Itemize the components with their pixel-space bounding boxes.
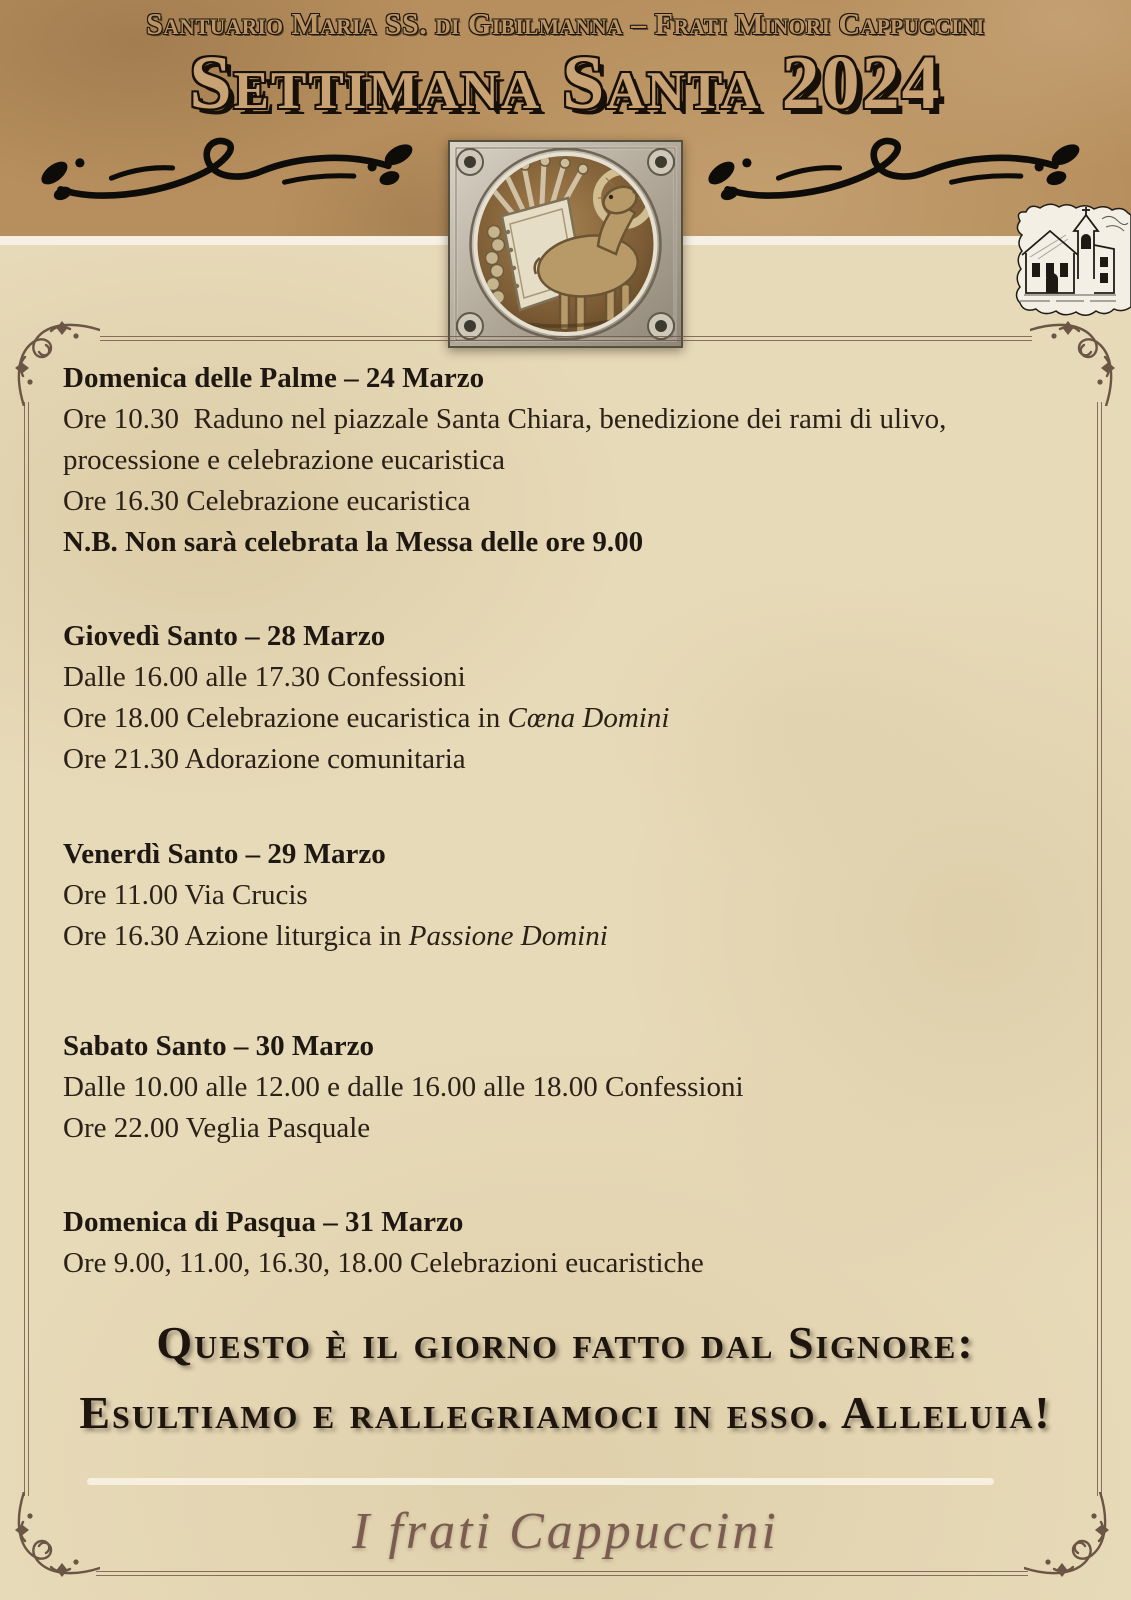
section-title: Venerdì Santo – 29 Marzo — [63, 838, 386, 870]
section-title: Sabato Santo – 30 Marzo — [63, 1030, 374, 1062]
easter-quote — [0, 1318, 1131, 1458]
schedule-line: Ore 18.00 Celebrazione eucaristica in Cœna Domini — [63, 702, 670, 734]
flourish-divider-right-icon — [697, 136, 1089, 206]
sanctuary-sketch-icon — [1010, 201, 1131, 321]
schedule-line: Ore 16.30 Celebrazione eucaristica — [63, 485, 471, 517]
quote-line-1: Questo è il giorno fatto dal Signore: — [156, 1317, 975, 1368]
schedule-note: N.B. Non sarà celebrata la Messa delle ore 9.00 — [63, 526, 644, 558]
schedule-line: Ore 21.30 Adorazione comunitaria — [63, 743, 466, 775]
schedule-section-easter-sunday — [63, 1202, 1071, 1284]
section-title: Giovedì Santo – 28 Marzo — [63, 620, 386, 652]
frame-border-bottom — [96, 1571, 1028, 1576]
schedule-line: Dalle 16.00 alle 17.30 Confessioni — [63, 661, 466, 693]
schedule-section-holy-thursday — [63, 616, 1071, 780]
quote-line-2: Esultiamo e rallegriamoci in esso. Alleluia! — [79, 1387, 1052, 1438]
signature-text: I frati Cappuccini — [352, 1503, 779, 1560]
frame-border-top — [100, 336, 1032, 341]
schedule-line: Ore 10.30 Raduno nel piazzale Santa Chiara, benedizione dei rami di ulivo, processione e celebrazione eucaristica — [63, 403, 954, 476]
signature-separator — [87, 1478, 994, 1485]
schedule-section-palm-sunday — [63, 358, 1071, 563]
agnus-dei-relief-icon — [448, 140, 683, 348]
organization-title: Santuario Maria SS. di Gibilmanna – Frati Minori Cappuccini — [146, 6, 985, 41]
schedule-section-holy-saturday — [63, 1026, 1071, 1149]
flourish-divider-left-icon — [30, 136, 422, 206]
schedule-section-good-friday — [63, 834, 1071, 957]
schedule-line: Ore 11.00 Via Crucis — [63, 879, 308, 911]
section-title: Domenica delle Palme – 24 Marzo — [63, 362, 485, 394]
schedule-line: Ore 9.00, 11.00, 16.30, 18.00 Celebrazioni eucaristiche — [63, 1247, 704, 1279]
schedule-line: Ore 16.30 Azione liturgica in Passione Domini — [63, 920, 608, 952]
schedule-line: Dalle 10.00 alle 12.00 e dalle 16.00 alle 18.00 Confessioni — [63, 1071, 744, 1103]
section-title: Domenica di Pasqua – 31 Marzo — [63, 1206, 464, 1238]
page-title: Settimana Santa 2024 — [189, 41, 942, 125]
schedule-line: Ore 22.00 Veglia Pasquale — [63, 1112, 371, 1144]
